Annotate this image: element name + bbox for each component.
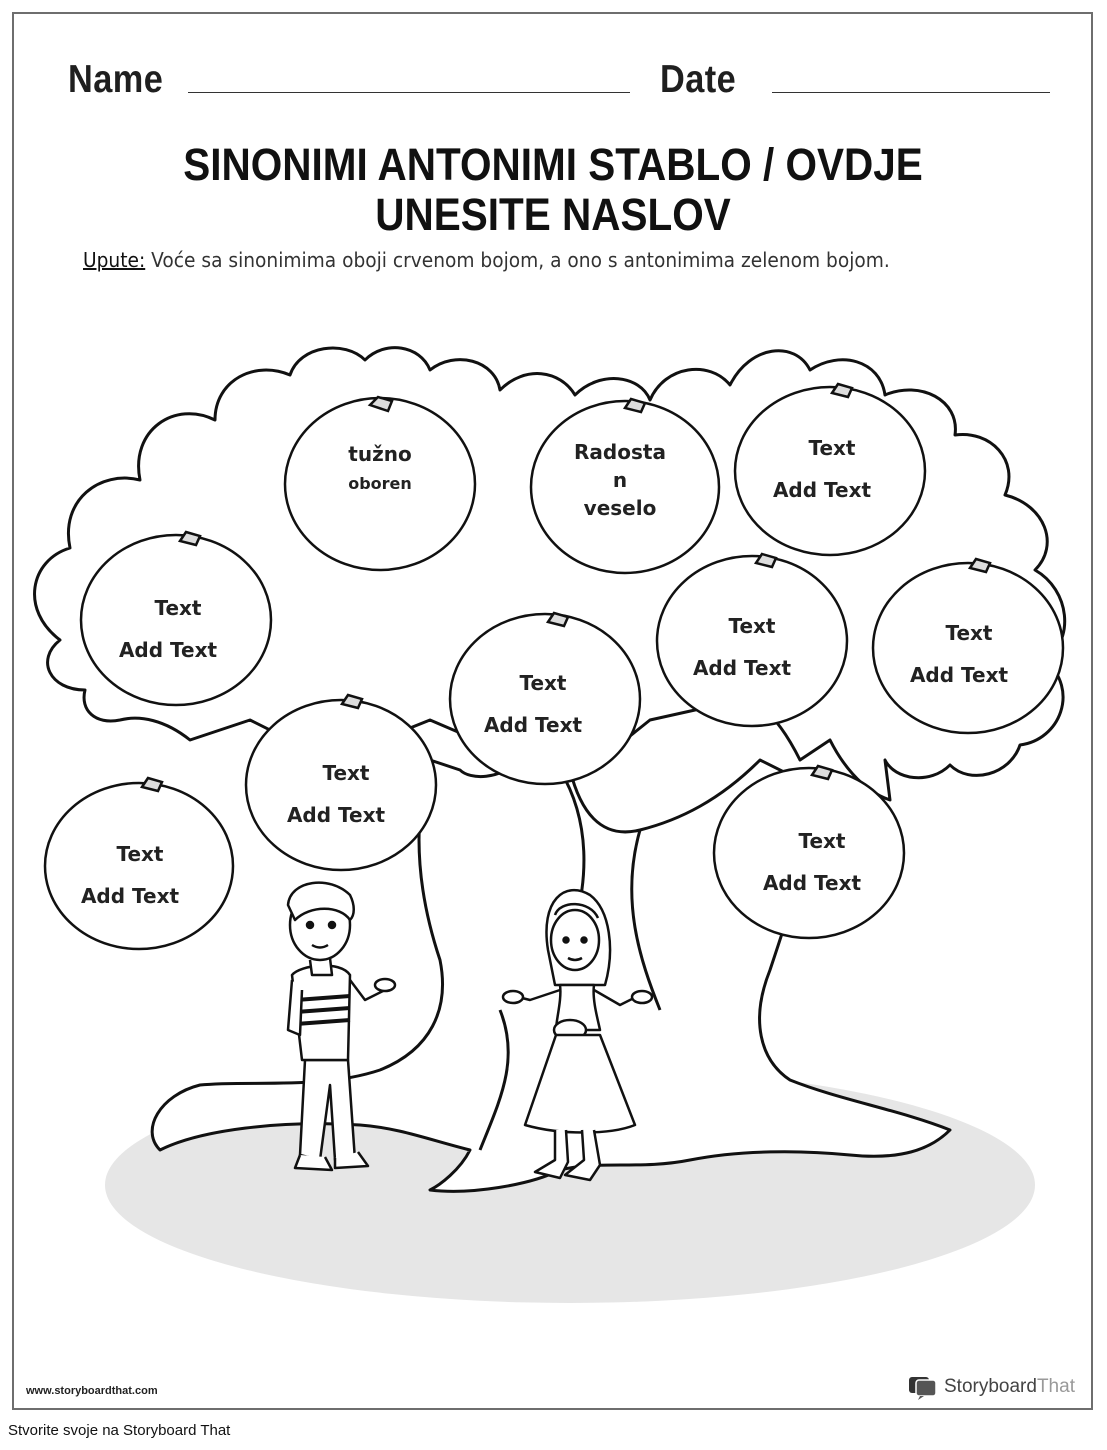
storyboardthat-logo-icon: [908, 1374, 938, 1400]
footer-url[interactable]: www.storyboardthat.com: [26, 1385, 158, 1397]
fruit-3-line-2: Add Text: [772, 478, 872, 502]
brand-name: [944, 1376, 1075, 1398]
instructions-text: Voće sa sinonimima oboji crvenom bojom, a ono s antonimima zelenom bojom.: [145, 248, 890, 272]
storyboardthat-brand[interactable]: [908, 1374, 1075, 1400]
fruit-label-3[interactable]: [752, 427, 912, 511]
instructions-label: Upute:: [83, 248, 146, 272]
fruit-5-line-1: Text: [519, 671, 567, 695]
title-line-1: SINONIMI ANTONIMI STABLO / OVDJE: [183, 139, 923, 190]
fruit-label-4[interactable]: [98, 587, 258, 671]
fruit-8-line-1: Text: [322, 761, 370, 785]
fruit-label-9[interactable]: [60, 833, 220, 917]
fruit-7-line-1: Text: [945, 621, 993, 645]
fruit-4-line-2: Add Text: [118, 638, 218, 662]
date-label: Date: [660, 58, 737, 101]
name-label: Name: [68, 58, 164, 101]
fruit-2-line-3: veselo: [583, 496, 657, 520]
fruit-10-line-1: Text: [798, 829, 846, 853]
fruit-6-line-2: Add Text: [692, 656, 792, 680]
fruit-label-8[interactable]: [266, 752, 426, 836]
fruit-3-line-1: Text: [808, 436, 856, 460]
fruit-2-line-2: n: [612, 468, 628, 492]
page-caption: Stvorite svoje na Storyboard That: [8, 1422, 231, 1439]
fruit-5-line-2: Add Text: [483, 713, 583, 737]
fruit-label-2[interactable]: [545, 438, 695, 522]
fruit-1-line-1: tužno: [348, 442, 412, 466]
fruit-10-line-2: Add Text: [762, 871, 862, 895]
fruit-1-line-2: oboren: [348, 474, 412, 493]
fruit-label-10[interactable]: [742, 820, 902, 904]
fruit-7-line-2: Add Text: [909, 663, 1009, 687]
fruit-9-line-1: Text: [116, 842, 164, 866]
fruit-label-7[interactable]: [889, 612, 1049, 696]
fruit-6-line-1: Text: [728, 614, 776, 638]
fruit-8-line-2: Add Text: [286, 803, 386, 827]
title-line-2: UNESITE NASLOV: [375, 189, 731, 240]
fruit-label-6[interactable]: [672, 605, 832, 689]
brand-main: Storyboard: [944, 1376, 1037, 1397]
fruit-label-1[interactable]: [300, 442, 460, 493]
fruit-9-line-2: Add Text: [80, 884, 180, 908]
fruit-label-5[interactable]: [463, 662, 623, 746]
brand-suffix: That: [1036, 1376, 1075, 1397]
fruit-4-line-1: Text: [154, 596, 202, 620]
fruit-2-line-1: Radosta: [574, 440, 666, 464]
